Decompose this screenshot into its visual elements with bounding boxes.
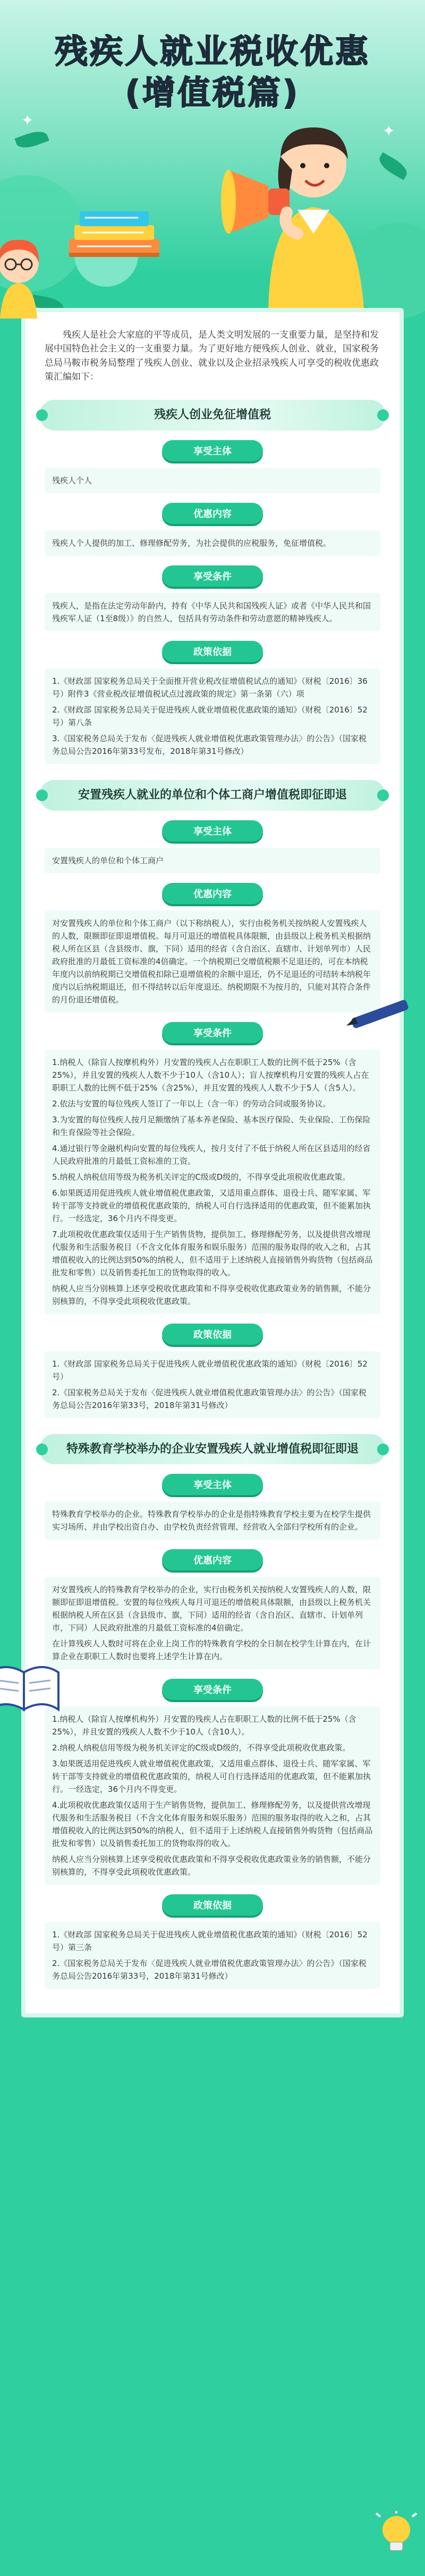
lightbulb-icon [375,2511,418,2559]
subsection-heading: 优惠内容 [162,1549,263,1570]
paragraph: 2.《国家税务总局关于发布〈促进残疾人就业增值税优惠政策管理办法〉的公告》（国家税务总局公告2016年第33号，2018年第31号修改） [52,1387,367,1410]
paragraph: 1.《财政部 国家税务总局关于促进残疾人就业增值税优惠政策的通知》（财税〔2016〕52号）第三条 [52,1930,368,1953]
dot-decor [377,409,389,421]
subsection-body [45,1501,380,1540]
subsection-body [45,848,380,873]
section-title-text: 残疾人创业免征增值税 [154,408,271,422]
paragraph: 残疾人个人 [52,476,92,486]
paragraph: 2.《国家税务总局关于发布〈促进残疾人就业增值税优惠政策管理办法〉的公告》（国家税务总局公告2016年第33号，2018年第31号修改） [52,1959,367,1981]
paragraph: 对安置残疾人的单位和个体工商户（以下称纳税人），实行由税务机关按纳税人安置残疾人的人数，限额即征即退增值税。每月可退还的增值税具体限额，由县级以上税务机关根据纳税人所在区县（含县级市、旗，下同）适用的经省（含自治区、直辖市、计划单列市）人民政府批准的月最低工资标准的4倍确定。一个纳税期已交增值税额不足退还的，可在本纳税年度内以前纳税期已交增值税扣除已退增值税的余额中退还，仍不足退还的可结转本纳税年度内以后纳税期退还，但不得结转以后年度退还。纳税期限不为按月的，只能对其符合条件的月份退还增值税。 [52,918,371,1004]
leaf-icon [14,128,49,152]
paragraph: 特殊教育学校举办的企业。特殊教育学校举办的企业是指特殊教育学校主要为在校学生提供实习场所、并由学校出资自办、由学校负责经营管理、经营收入全部归学校所有的企业。 [52,1509,371,1532]
subsection-heading: 享受条件 [162,565,263,587]
intro-text: 残疾人是社会大家庭的平等成员，是人类文明发展的一支重要力量，是坚持和发展中国特色社会主义的一支重要力量。为了更好地方便残疾人创业、就业，国家税务总局马鞍市税务局整理了残疾人创业、就业以及企业招录残疾人可享受的税收优惠政策汇编如下： [45,330,379,383]
paragraph: 1.纳税人（除盲人按摩机构外）月安置的残疾人占在职职工人数的比例不低于25%（含25%），并且安置的残疾人人数不少于10人（含10人）。 [52,1714,356,1737]
section-title [39,1434,386,1465]
paragraph: 1.纳税人（除盲人按摩机构外）月安置的残疾人占在职职工人数的比例不低于25%（含25%），并且安置的残疾人人数不少于10人（含10人）；盲人按摩机构月安置的残疾人占在职职工人数的比例不低于25%（含25%），并且安置的残疾人人数不少于5人（含5人）。 [52,1057,369,1093]
paragraph: 在计算残疾人人数时可将在企业上岗工作的特殊教育学校的全日制在校学生计算在内，在计算企业在职职工人数时也要将上述学生计算在内。 [52,1639,371,1662]
paragraph: 对安置残疾人的特殊教育学校举办的企业，实行由税务机关按纳税人安置残疾人的人数，限额即征即退增值税。安置的每位残疾人每月可退还的增值税具体限额，由县级以上税务机关根据纳税人所在区县（含县级市、旗，下同）适用的经省（含自治区、直辖市、计划单列市，下同）人民政府批准的月最低工资标准的4倍确定。 [52,1585,371,1633]
section-title [39,780,386,811]
paragraph: 3.为安置的每位残疾人按月足额缴纳了基本养老保险、基本医疗保险、失业保险、工伤保险和生育保险等社会保险。 [52,1114,371,1137]
paragraph: 纳税人应当分别核算上述享受税收优惠政策和不得享受税收优惠政策业务的销售额，不能分别核算的，不得享受此项税收优惠政策。 [52,1283,371,1306]
paragraph: 安置残疾人的单位和个体工商户 [52,855,164,865]
paragraph: 纳税人应当分别核算上述享受税收优惠政策和不得享受税收优惠政策业务的销售额，不能分别核算的，不得享受此项税收优惠政策。 [52,1854,371,1877]
subsection-heading: 享受条件 [162,1679,263,1700]
subsection-body [45,1050,380,1314]
sparkle-icon: ✦ [21,111,34,129]
subsection-body [45,1706,380,1885]
sparkle-icon: ✦ [382,122,395,140]
subsection-heading: 优惠内容 [162,503,263,524]
paragraph: 6.如果既适用促进残疾人就业增值税优惠政策，又适用重点群体、退役士兵、随军家属、军转干部等支持就业的增值税优惠政策的，纳税人可自行选择适用的优惠政策，但不能累加执行。一经选定，36个月内不得变更。 [52,1188,371,1223]
paragraph: 2.《财政部 国家税务总局关于促进残疾人就业增值税优惠政策的通知》（财税〔2016〕52号）第八条 [52,705,368,728]
subsection-body [45,1351,380,1418]
header [0,0,425,329]
subsection-heading: 享受主体 [162,1474,263,1495]
paragraph: 1.《财政部 国家税务总局关于促进残疾人就业增值税优惠政策的通知》（财税〔2016〕52号） [52,1359,368,1381]
books-icon [58,202,170,265]
title-line-2: (增值税篇) [125,73,300,112]
subsection-heading: 享受条件 [162,1022,263,1043]
page-title [32,31,393,113]
paragraph: 4.此项税收优惠政策仅适用于生产销售货物，提供加工、修理修配劳务，以及提供营改增现代服务和生活服务税目（不含文化体育服务和娱乐服务）范围的服务取得的收入之和，占其增值税收入的比例达到50%的纳税人，但不适用于上述纳税人直接销售外购货物（包括商品批发和零售）以及销售委托加工的货物取得的收入。 [52,1800,373,1849]
subsection-body [45,1922,380,1989]
megaphone-person-illustration [218,106,377,308]
dot-decor [36,1444,48,1455]
subsection-body [45,668,380,764]
title-line-1: 残疾人就业税收优惠 [54,32,370,71]
sections-container [45,400,380,1989]
paragraph: 残疾人个人提供的加工、修理修配劳务，为社会提供的应税服务，免征增值税。 [52,538,332,548]
paragraph: 2.纳税人纳税信用等级为税务机关评定的C级或D级的，不得享受此项税收优惠政策。 [52,1743,351,1753]
open-book-icon [0,1656,64,1715]
dot-decor [377,789,389,801]
section-title-text: 特殊教育学校举办的企业安置残疾人就业增值税即征即退 [66,1442,359,1456]
subsection-heading: 政策依据 [162,1324,263,1345]
paragraph: 3.如果既适用促进残疾人就业增值税优惠政策，又适用重点群体、退役士兵、随军家属、军转干部等支持就业的增值税优惠政策的，纳税人可自行选择适用的优惠政策，但不能累加执行。一经选定，36个月内不得变更。 [52,1759,371,1794]
paragraph: 4.通过银行等金融机构向安置的每位残疾人，按月支付了不低于纳税人所在区县适用的经省人民政府批准的月最低工资标准的工资。 [52,1143,371,1166]
leaf-icon [376,152,411,181]
section-title [39,400,386,431]
paragraph: 残疾人，是指在法定劳动年龄内，持有《中华人民共和国残疾人证》或者《中华人民共和国残疾军人证（1至8级）》的自然人，包括具有劳动条件和劳动意愿的精神残疾人。 [52,601,371,624]
paragraph: 7.此项税收优惠政策仅适用于生产销售货物，提供加工、修理修配劳务，以及提供营改增现代服务和生活服务税目（不含文化体育服务和娱乐服务）范围的服务取得的收入之和，占其增值税收入的比例达到50%的纳税人，但不适用于上述纳税人直接销售外购货物（包括商品批发和零售）以及销售委托加工的货物取得的收入。 [52,1229,373,1277]
subsection-heading: 政策依据 [162,641,263,662]
dot-decor [36,789,48,801]
subsection-heading: 政策依据 [162,1894,263,1916]
subsection-heading: 优惠内容 [162,883,263,904]
pen-icon [340,998,420,1030]
subsection-heading: 享受主体 [162,820,263,842]
subsection-heading: 享受主体 [162,440,263,461]
paragraph: 2.依法与安置的每位残疾人签订了一年以上（含一年）的劳动合同或服务协议。 [52,1098,331,1109]
dot-decor [377,1444,389,1455]
subsection-body [45,1577,380,1669]
paragraph: 5.纳税人纳税信用等级为税务机关评定的C级或D级的，不得享受此项税收优惠政策。 [52,1172,351,1182]
girl-illustration [0,234,53,319]
paragraph: 1.《财政部 国家税务总局关于全面推开营业税改征增值税试点的通知》（财税〔2016〕36号）附件3《营业税改征增值税试点过渡政策的规定》第一条第（六）项 [52,676,368,699]
section-title-text: 安置残疾人就业的单位和个体工商户增值税即征即退 [78,788,347,802]
content-card [21,308,404,2017]
subsection-body [45,593,380,631]
subsection-body [45,911,380,1012]
paragraph: 3.《国家税务总局关于发布〈促进残疾人就业增值税优惠政策管理办法〉的公告》（国家税务总局公告2016年第33号发布，2018年第31号修改） [52,734,367,757]
subsection-body [45,468,380,493]
dot-decor [36,409,48,421]
subsection-body [45,530,380,556]
